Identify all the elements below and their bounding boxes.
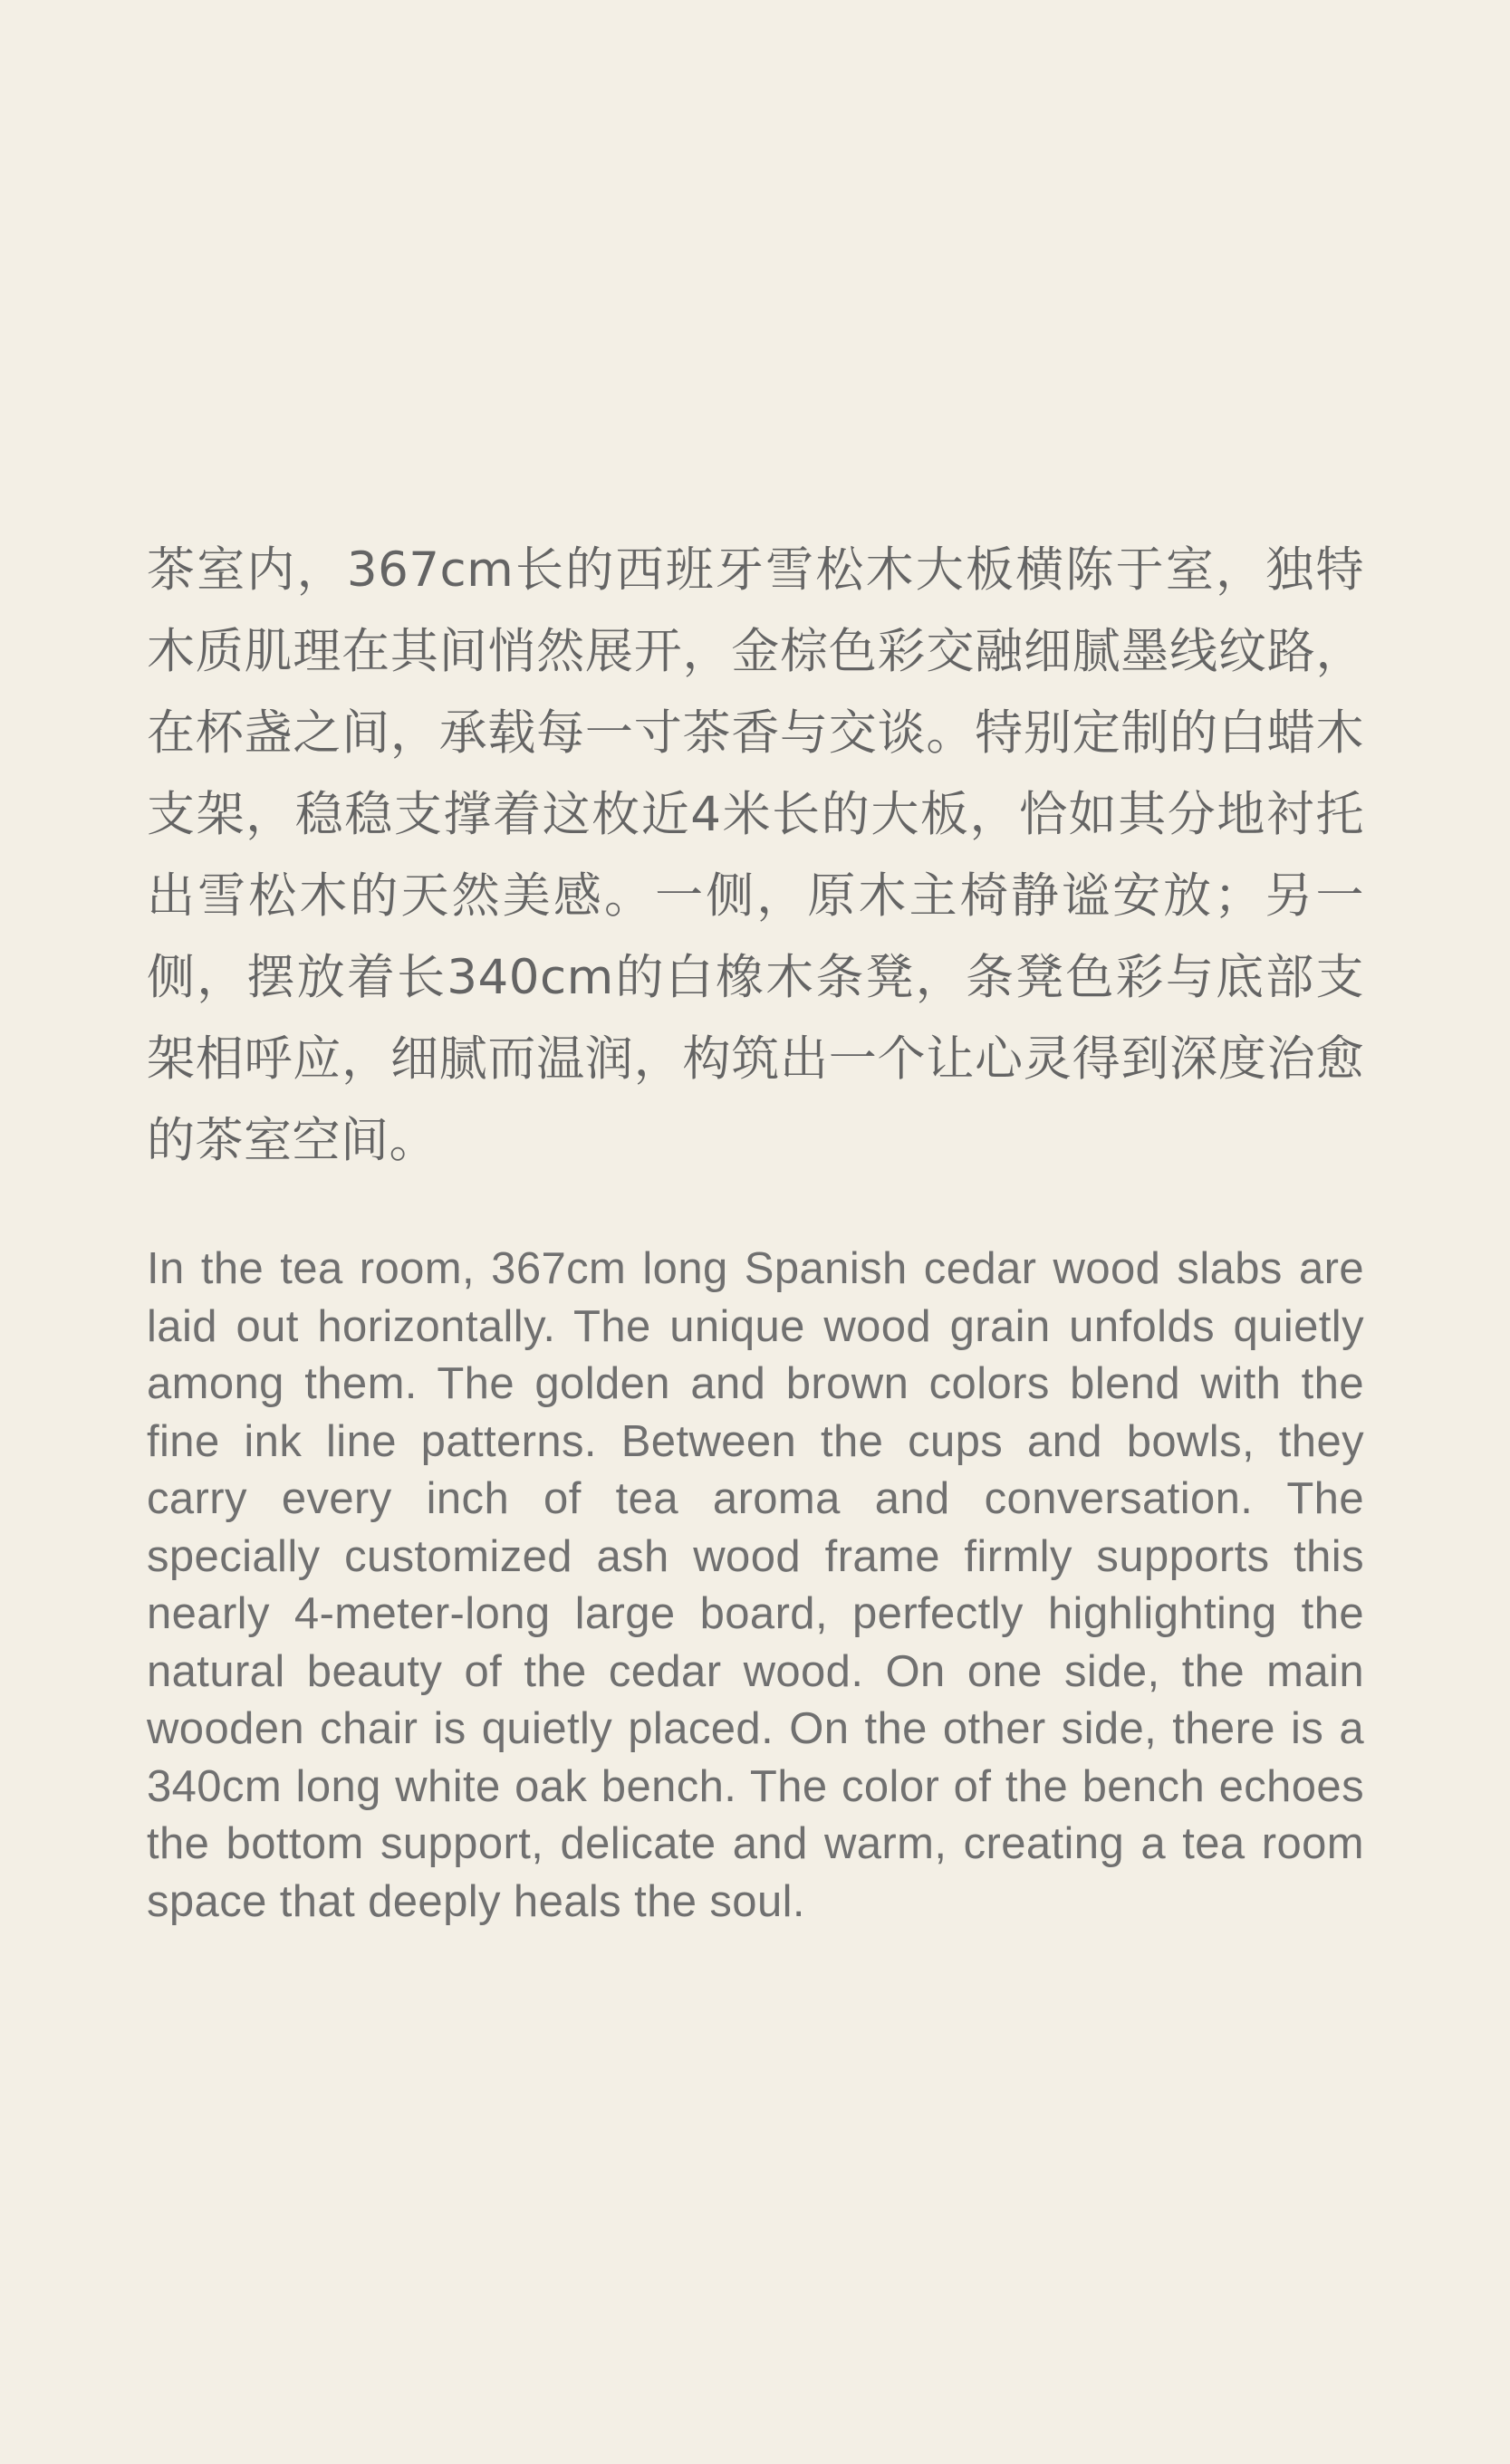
english-description bbox=[147, 1241, 1364, 1931]
english-paragraph: In the tea room, 367cm long Spanish cedar wood slabs are laid out horizontally. The unique wood grain unfolds quietly among them. The golden and brown colors blend with the fine ink line patterns. Between the cups and bowls, they carry every inch of tea aroma and conversation. The specially customized ash wood frame firmly supports this nearly 4-meter-long large board, perfectly highlighting the natural beauty of the cedar wood. On one side, the main wooden chair is quietly placed. On the other side, there is a 340cm long white oak bench. The color of the bench echoes the bottom support, delicate and warm, creating a tea room space that deeply heals the soul. bbox=[147, 1244, 1364, 1926]
chinese-paragraph: 茶室内，367cm长的西班牙雪松木大板横陈于室，独特木质肌理在其间悄然展开，金棕色彩交融细腻墨线纹路，在杯盏之间，承载每一寸茶香与交谈。特别定制的白蜡木支架，稳稳支撑着这枚近4米长的大板，恰如其分地衬托出雪松木的天然美感。一侧，原木主椅静谧安放；另一侧，摆放着长340cm的白橡木条凳，条凳色彩与底部支架相呼应，细腻而温润，构筑出一个让心灵得到深度治愈的茶室空间。 bbox=[147, 542, 1364, 1168]
chinese-description bbox=[147, 530, 1364, 1182]
